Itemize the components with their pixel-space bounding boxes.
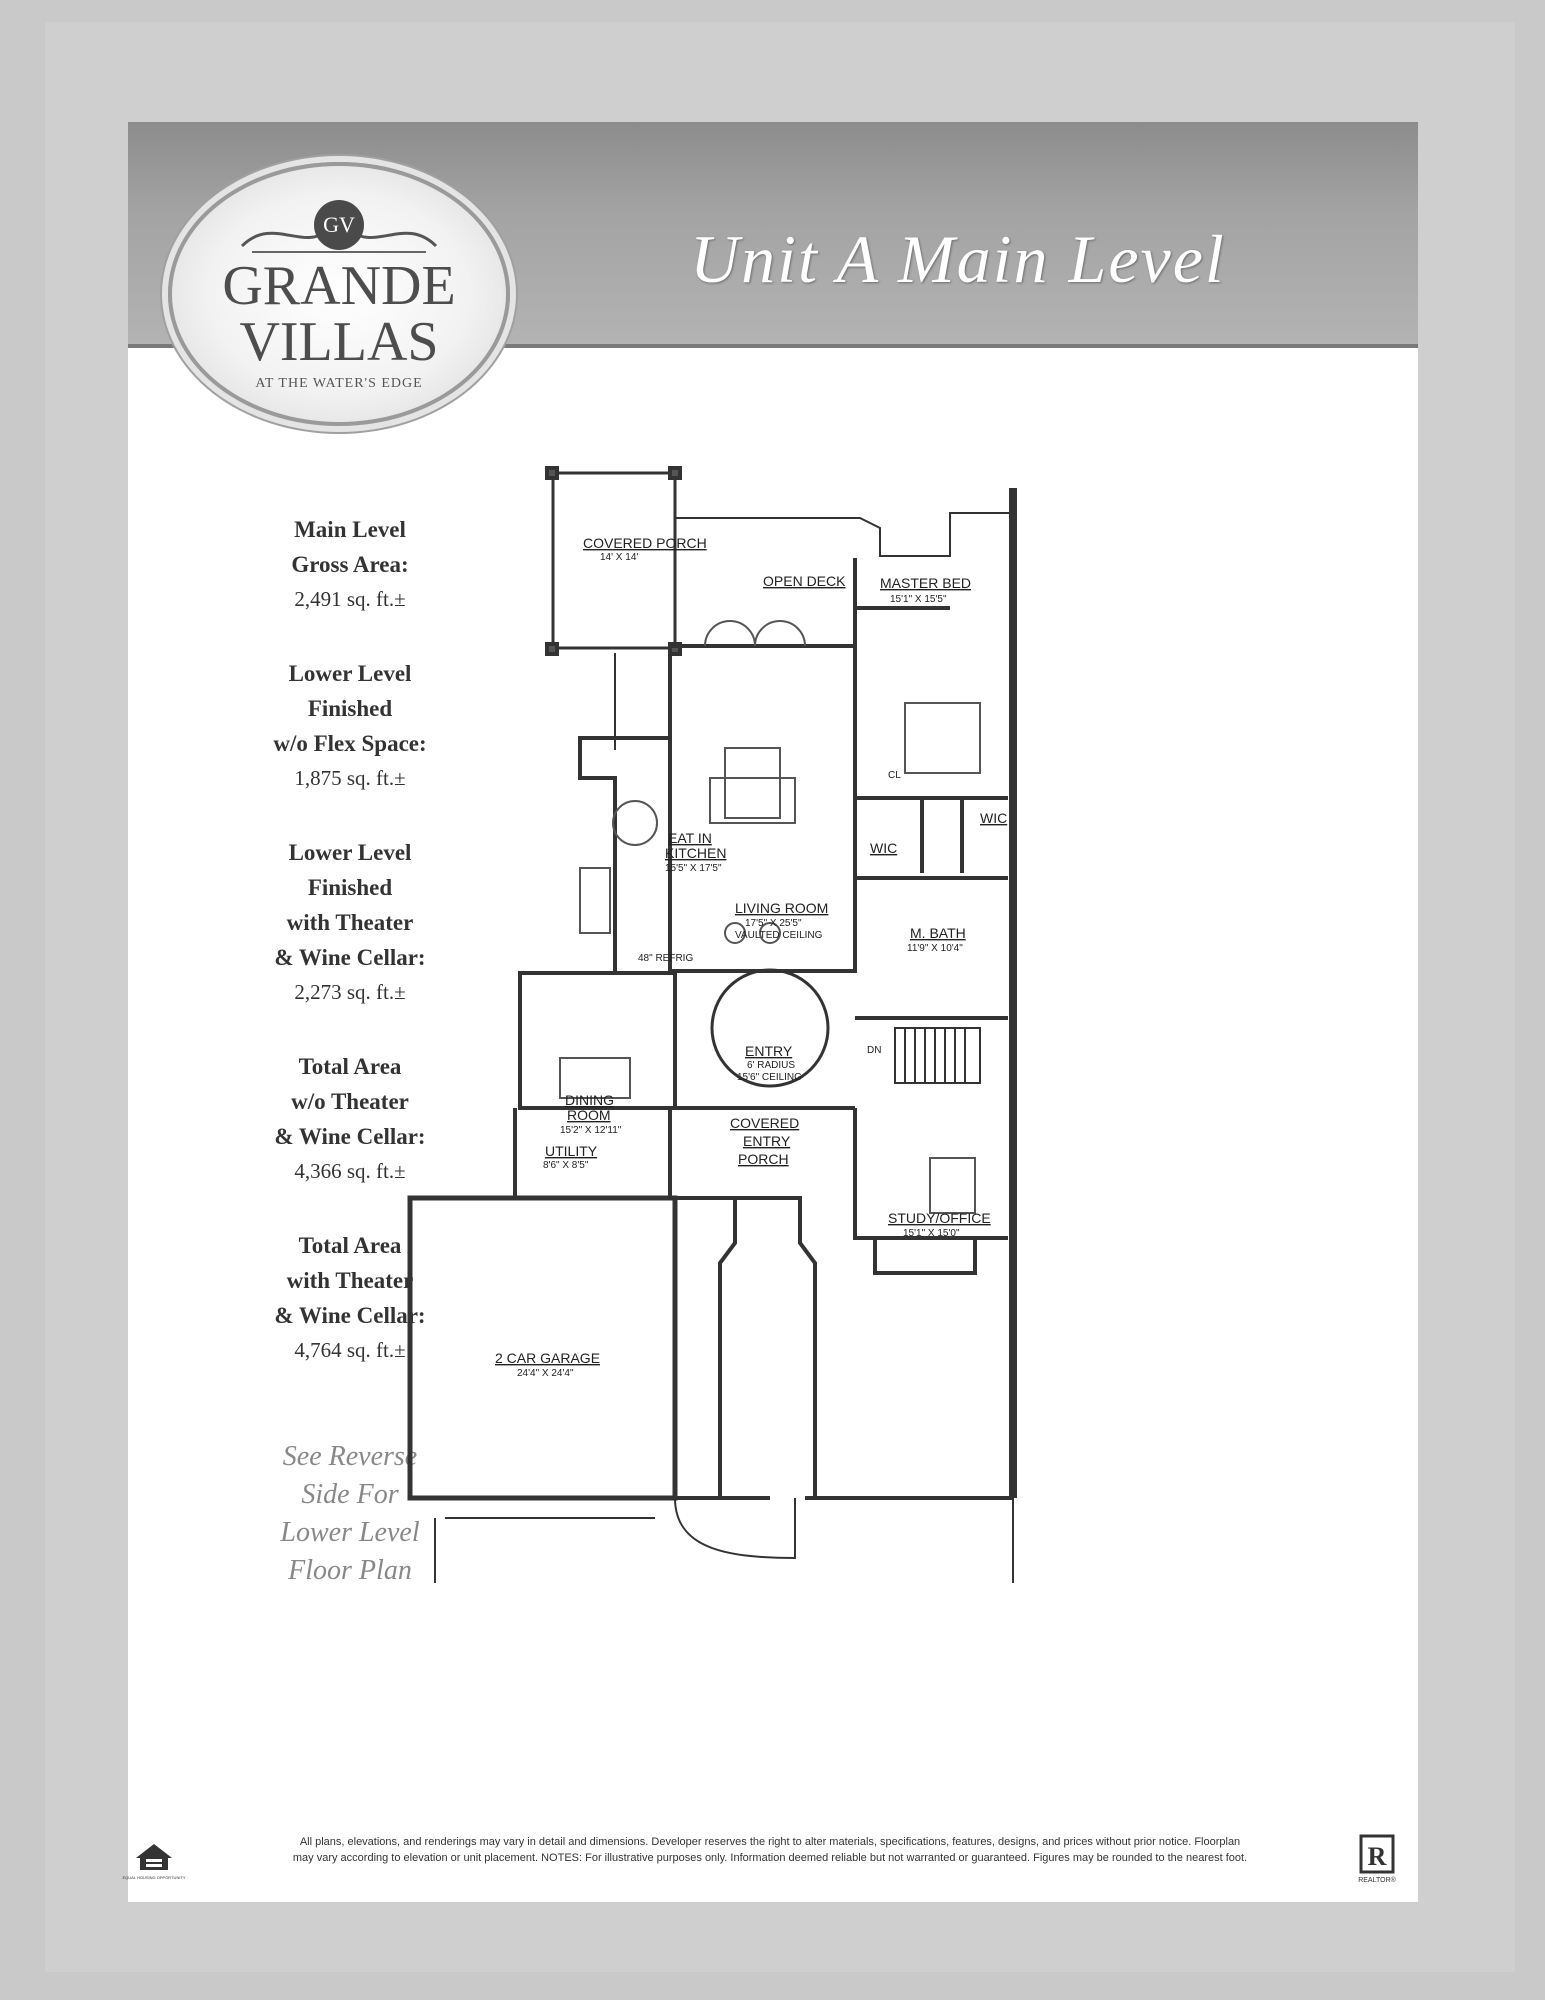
room-label-refrig: 48" REFRIG [638,953,694,964]
area-value: 2,273 sq. ft.± [294,980,406,1004]
logo-monogram: GV [314,200,364,250]
area-label: with Theater [286,1268,414,1293]
area-value: 4,764 sq. ft.± [294,1338,406,1362]
area-value: 2,491 sq. ft.± [294,587,406,611]
room-note-entry-1: 6' RADIUS [747,1060,796,1071]
room-label-study: STUDY/OFFICE [888,1210,991,1226]
disclaimer [215,1834,1325,1866]
realtor-label: REALTOR® [1358,1877,1396,1884]
area-stat-lower-flex [215,656,485,795]
area-stat-lower-theater [215,835,485,1009]
area-label: & Wine Cellar: [274,945,426,970]
grande-villas-logo [168,162,510,426]
room-label-dining-2: ROOM [567,1107,611,1123]
room-label-open-deck: OPEN DECK [763,573,846,589]
room-label-master-bed: MASTER BED [880,575,972,591]
room-note-entry-2: 15'6" CEILING [737,1072,802,1083]
eho-label: EQUAL HOUSING OPPORTUNITY [122,1875,186,1880]
area-label: Gross Area: [291,552,409,577]
floor-plan [495,468,1305,1668]
disclaimer-line-1: All plans, elevations, and renderings may vary in detail and dimensions. Developer reserves the right to alter materials, specifications, features, designs, and prices without prior notice. Floorplan [299,1836,1241,1848]
area-label: with Theater [286,910,414,935]
area-stat-total-without [215,1049,485,1188]
room-label-kitchen-2: KITCHEN [665,845,727,861]
label-dn: DN [867,1045,882,1056]
area-label: & Wine Cellar: [274,1124,426,1149]
area-stat-main [215,512,485,616]
room-label-utility: UTILITY [545,1143,598,1159]
area-label: Main Level [294,517,406,542]
room-note-living-room: VAULTED CEILING [735,930,823,941]
room-dims-living-room: 17'5" X 25'5" [745,918,802,929]
room-dims-m-bath: 11'9" X 10'4" [907,943,963,954]
room-dims-kitchen: 15'5" X 17'5" [665,863,722,874]
reverse-note-line: Floor Plan [288,1555,412,1586]
room-label-cl: CL [888,770,901,781]
room-dims-study: 15'1" X 15'0" [903,1228,960,1239]
area-label: Lower Level [288,840,412,865]
room-label-wic-right: WIC [980,810,1008,826]
reverse-note-line: See Reverse [282,1441,418,1472]
room-dims-utility: 8'6" X 8'5" [543,1160,589,1171]
room-dims-master-bed: 15'1" X 15'5" [890,594,947,605]
logo-line-2: VILLAS [239,311,439,373]
room-label-covered-porch: COVERED PORCH [583,535,707,551]
room-label-entry: ENTRY [745,1043,793,1059]
area-stat-total-with [215,1228,485,1367]
area-label: Total Area [298,1054,402,1079]
room-label-m-bath: M. BATH [910,925,966,941]
room-labels [495,535,1007,1379]
area-label: w/o Flex Space: [273,731,427,756]
reverse-note-line: Side For [301,1479,399,1510]
room-dims-covered-porch: 14' X 14' [600,552,639,563]
room-label-covered-entry-3: PORCH [738,1151,789,1167]
room-label-dining: DINING [565,1092,614,1108]
room-label-living-room: LIVING ROOM [735,900,829,916]
area-label: Finished [307,696,393,721]
area-label: w/o Theater [291,1089,409,1114]
logo-line-1: GRANDE [222,255,456,317]
area-label: Lower Level [288,661,412,686]
room-label-kitchen: EAT IN [668,830,712,846]
page-title: Unit A Main Level [690,221,1226,297]
room-label-covered-entry-2: ENTRY [743,1133,791,1149]
room-dims-dining: 15'2" X 12'11" [560,1125,622,1136]
room-dims-garage: 24'4" X 24'4" [517,1368,574,1379]
realtor-mark: R [1367,1842,1387,1871]
area-stats [215,512,485,1407]
logo-line-3: AT THE WATER'S EDGE [255,376,423,391]
reverse-note-line: Lower Level [280,1517,420,1548]
area-label: & Wine Cellar: [274,1303,426,1328]
area-value: 1,875 sq. ft.± [294,766,406,790]
room-label-garage: 2 CAR GARAGE [495,1350,601,1366]
realtor-icon [1355,1834,1399,1886]
room-label-wic-left: WIC [870,840,898,856]
disclaimer-line-2: may vary according to elevation or unit placement. NOTES: For illustrative purposes only. Information deemed reliable but not warranted or guaranteed. Figures may be rounded to the nearest foot. [292,1852,1248,1864]
equal-housing-icon [122,1838,186,1882]
area-label: Total Area [298,1233,402,1258]
area-label: Finished [307,875,393,900]
room-label-covered-entry-1: COVERED [730,1115,800,1131]
area-value: 4,366 sq. ft.± [294,1159,406,1183]
